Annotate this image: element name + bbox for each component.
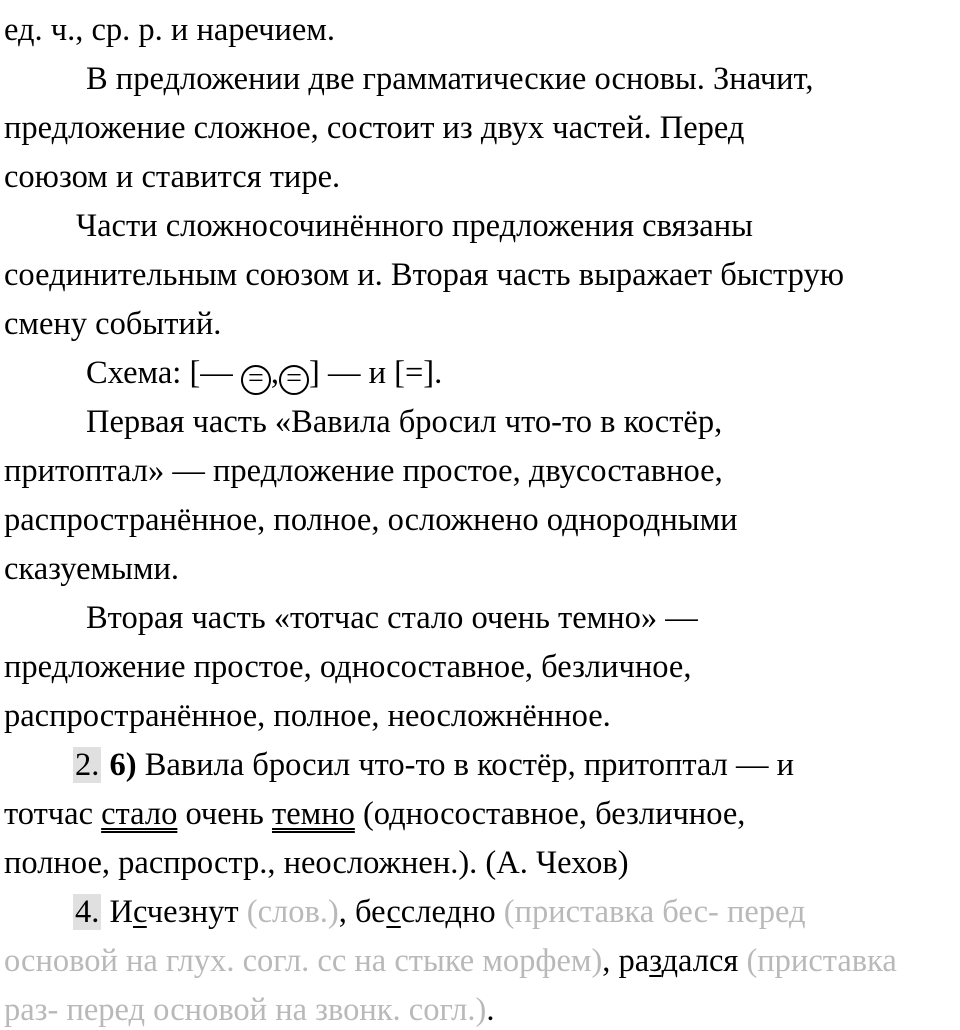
text-line: распространённое, полное, неосложнённое. [4,698,611,734]
text-line: Первая часть «Вавила бросил что-то в костёр, [86,404,723,440]
text-line: Вторая часть «тотчас стало очень темно» — [86,600,698,636]
predicate-word: стало [101,796,178,832]
item-4-line-3 [4,990,494,1030]
item-4-line [73,892,806,932]
word-part: , ра [602,943,650,979]
scheme-prefix: Схема: [— [86,355,241,391]
sentence-text: очень [177,796,272,832]
word-part: дался [661,943,739,979]
circled-equals-icon: = [241,365,271,395]
text-line: полное, распростр., неосложнен.). (А. Чехов) [4,845,629,881]
item-4-line-2 [4,941,897,981]
item-2-line-2 [4,794,745,834]
sentence-text: Вавила бросил что-то в костёр, притоптал — и [136,747,795,783]
word-part: И [101,894,133,930]
explanation-note: (приставка бес- перед [495,894,806,930]
sentence-text: тотчас [4,796,102,832]
text-line: предложение простое, односоставное, безличное, [4,649,692,685]
text-line: Части сложносочинённого предложения связаны [76,208,753,244]
circled-equals-icon: = [279,365,309,395]
text-line: притоптал» — предложение простое, двусоставное, [4,453,723,489]
orthogram-letter: с [132,894,147,930]
text-line: союзом и ставится тире. [4,159,341,195]
explanation-note: (слов.) [238,894,339,930]
predicate-word: темно [272,796,355,832]
explanation-note: раз- перед основой на звонк. согл.) [4,992,487,1028]
answer-letter: 6) [109,747,137,783]
word-part: , бе [338,894,387,930]
item-number: 2. [75,747,100,783]
text-line: ед. ч., ср. р. и наречием. [4,12,335,48]
word-part: . [486,992,495,1028]
text-line: В предложении две грамматические основы. Значит, [86,61,814,97]
text-line: смену событий. [4,306,222,342]
explanation-note: (приставка [738,943,897,979]
text-line: соединительным союзом и. Вторая часть выражает быструю [4,257,844,293]
word-part: следно [400,894,496,930]
word-part: чезнут [146,894,239,930]
text-line: сказуемыми. [4,551,180,587]
scheme-line [86,353,442,393]
orthogram-letter: с [386,894,401,930]
item-2-line [73,745,794,785]
explanation-note: основой на глух. согл. сс на стыке морфем) [4,943,603,979]
text-line: распространённое, полное, осложнено однородными [4,502,738,538]
item-number: 4. [75,894,100,930]
text-line: предложение сложное, состоит из двух частей. Перед [4,110,745,146]
sentence-text: (односоставное, безличное, [354,796,746,832]
scheme-suffix: ] — и [=]. [309,355,443,391]
scheme-comma: , [270,355,280,391]
orthogram-letter: з [649,943,662,979]
